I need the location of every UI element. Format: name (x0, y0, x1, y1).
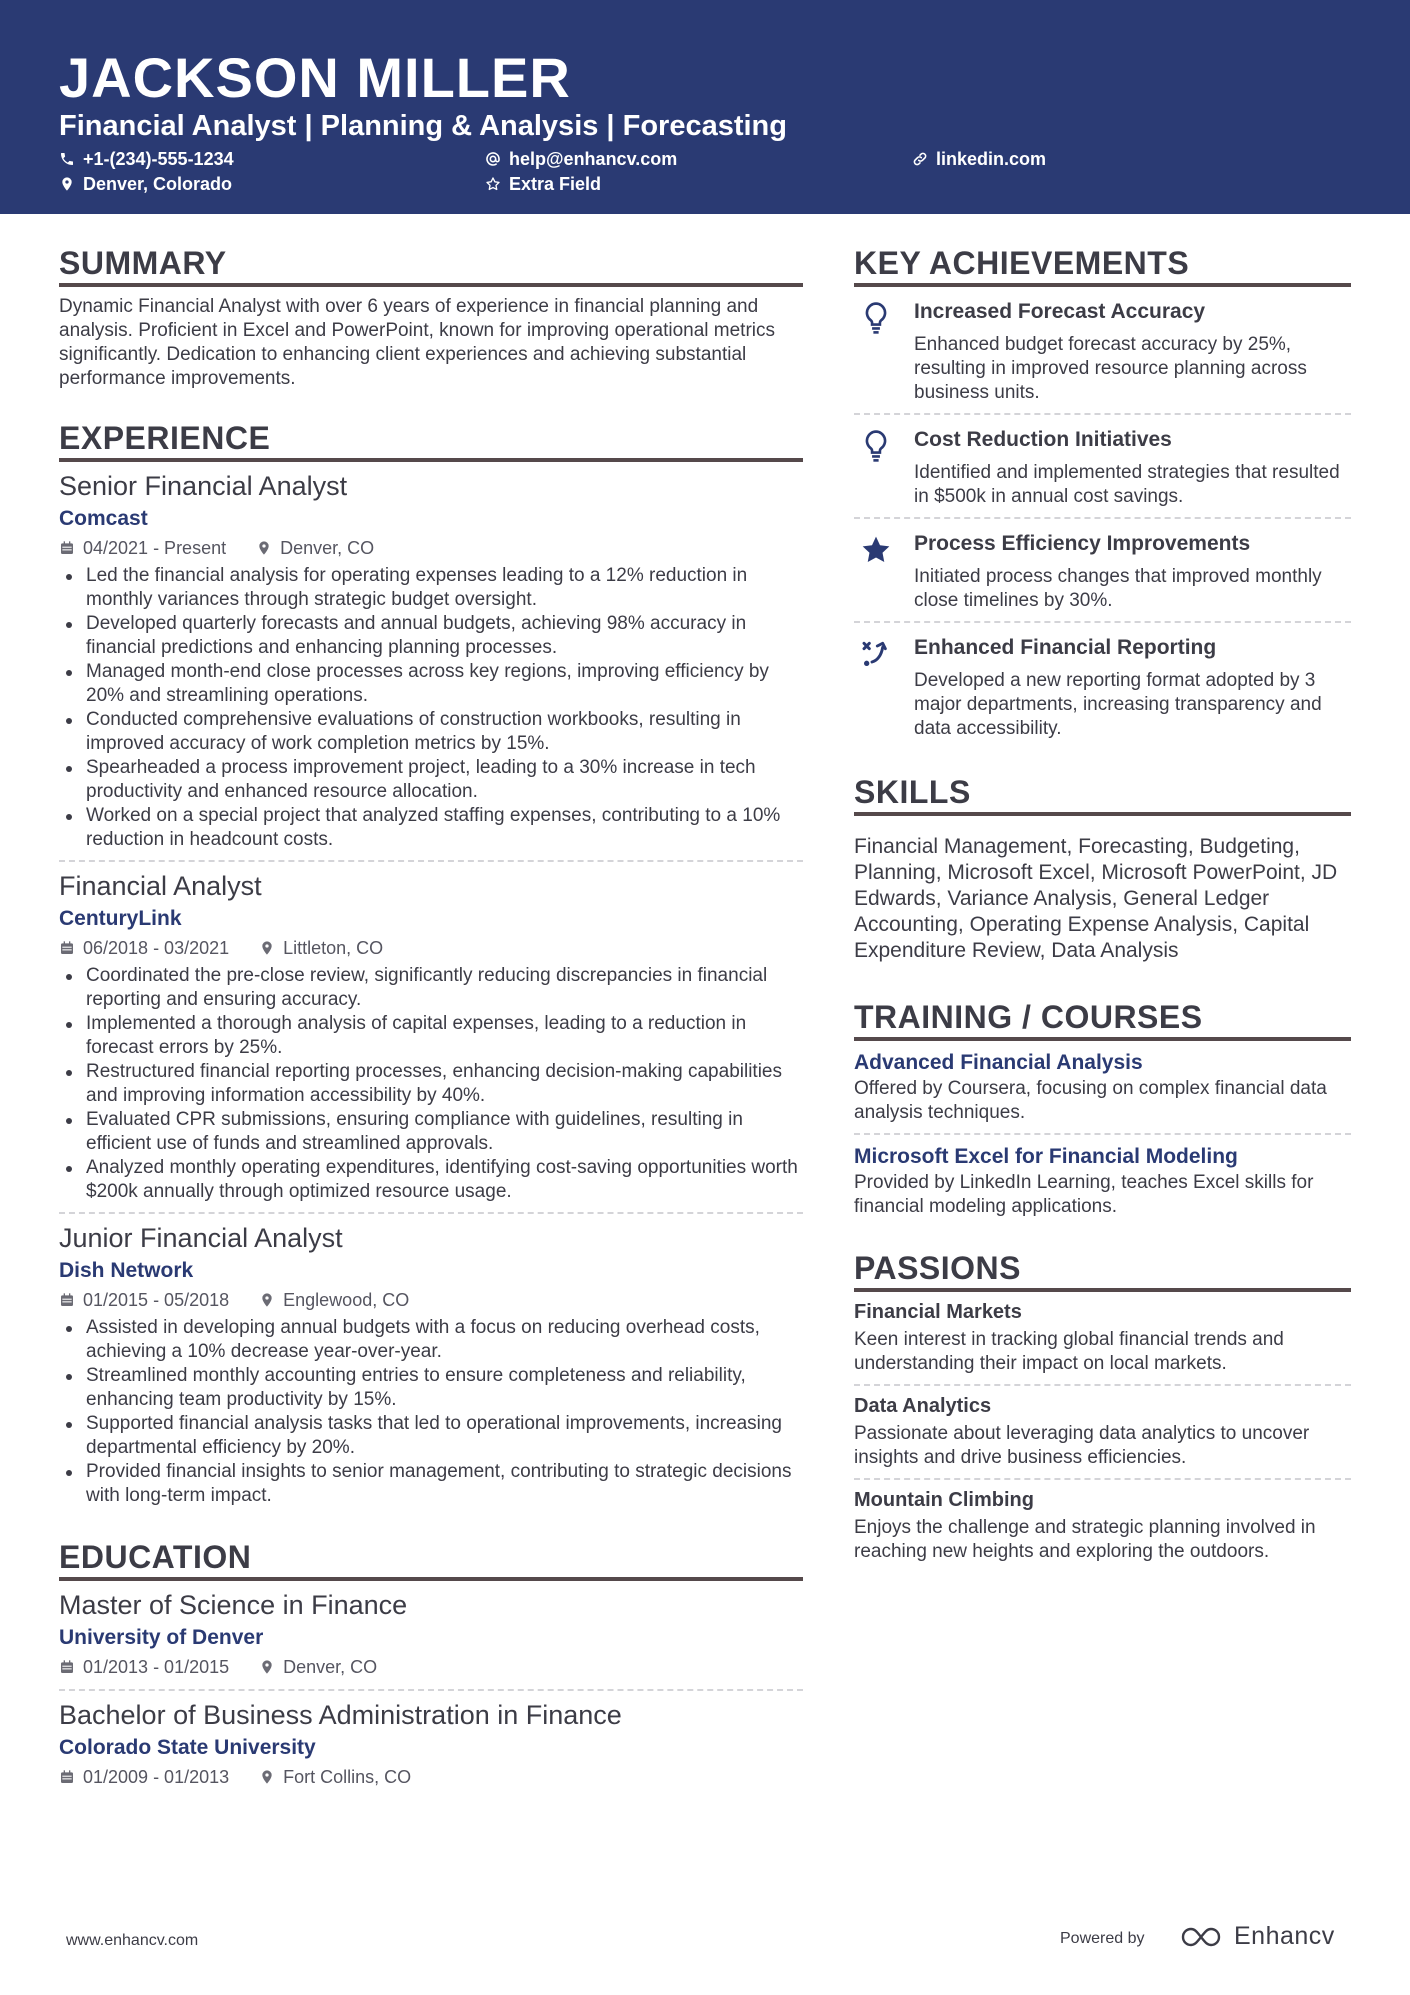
education-entry (59, 1691, 803, 1799)
star-icon (860, 533, 892, 567)
achievement-title: Enhanced Financial Reporting (914, 636, 1217, 659)
location-pin-icon (259, 940, 275, 956)
section-title-experience: EXPERIENCE (59, 419, 803, 462)
achievement-item (854, 415, 1351, 519)
passion-desc: Enjoys the challenge and strategic planning involved in reaching new heights and exploring the outdoors. (854, 1517, 1316, 1562)
phone-icon (59, 151, 75, 167)
section-title-education: EDUCATION (59, 1538, 803, 1581)
bullet-item: Supported financial analysis tasks that led to operational improvements, increasing departmental efficiency by 20%. (59, 1412, 803, 1460)
course-desc: Provided by LinkedIn Learning, teaches Excel skills for financial modeling applications. (854, 1172, 1314, 1217)
course-title: Advanced Financial Analysis (854, 1051, 1143, 1074)
achievements-section (854, 244, 1351, 749)
passion-item (854, 1386, 1351, 1480)
degree-title: Master of Science in Finance (59, 1590, 408, 1620)
job-meta (59, 1286, 803, 1314)
job-meta (59, 934, 803, 962)
job-dates-text: 04/2021 - Present (83, 538, 227, 558)
job-location (259, 934, 383, 962)
school-name: Colorado State University (59, 1736, 316, 1759)
location-pin-icon (259, 1292, 275, 1308)
bullet-item: Provided financial insights to senior management, contributing to strategic decisions with long-term impact. (59, 1460, 803, 1508)
extra-field-text: Extra Field (509, 174, 602, 194)
phone-text: +1-(234)-555-1234 (83, 149, 234, 169)
passion-title: Mountain Climbing (854, 1489, 1034, 1511)
bullet-item: Worked on a special project that analyzed staffing expenses, contributing to a 10% reduction in headcount costs. (59, 804, 803, 852)
contact-location (59, 172, 232, 196)
education-dates (59, 1653, 229, 1681)
training-section (854, 998, 1351, 1227)
achievement-desc: Identified and implemented strategies that resulted in $500k in annual cost savings. (914, 462, 1340, 507)
contact-phone (59, 147, 234, 171)
bullet-item: Coordinated the pre-close review, significantly reducing discrepancies in financial reporting and ensuring accuracy. (59, 964, 803, 1012)
job-bullets (59, 1316, 803, 1508)
experience-section (59, 419, 803, 1516)
job-dates-text: 06/2018 - 03/2021 (83, 938, 230, 958)
bullet-item: Implemented a thorough analysis of capital expenses, leading to a reduction in forecast errors by 25%. (59, 1012, 803, 1060)
strategy-icon (860, 637, 892, 671)
location-pin-icon (256, 540, 272, 556)
link-icon (912, 151, 928, 167)
bullet-item: Spearheaded a process improvement project, leading to a 30% increase in tech productivity and enhanced resource allocation. (59, 756, 803, 804)
education-entry (59, 1581, 803, 1691)
education-dates-text: 01/2009 - 01/2013 (83, 1767, 230, 1787)
education-location-text: Fort Collins, CO (283, 1767, 412, 1787)
location-pin-icon (259, 1659, 275, 1675)
resume-header (0, 0, 1410, 214)
job-bullets (59, 564, 803, 852)
section-title-achievements: KEY ACHIEVEMENTS (854, 244, 1351, 287)
course-title: Microsoft Excel for Financial Modeling (854, 1145, 1238, 1168)
achievement-title: Increased Forecast Accuracy (914, 300, 1206, 323)
summary-section (59, 244, 803, 391)
passion-title: Financial Markets (854, 1301, 1022, 1323)
location-text: Denver, Colorado (83, 174, 233, 194)
contact-linkedin[interactable] (912, 147, 1046, 171)
achievement-desc: Enhanced budget forecast accuracy by 25%, resulting in improved resource planning across business units. (914, 334, 1307, 403)
bullet-item: Conducted comprehensive evaluations of construction workbooks, resulting in improved accuracy of work completion metrics by 15%. (59, 708, 803, 756)
passion-title: Data Analytics (854, 1395, 992, 1417)
calendar-icon (59, 940, 75, 956)
achievement-desc: Initiated process changes that improved monthly close timelines by 30%. (914, 566, 1322, 611)
skills-section (854, 773, 1351, 964)
enhancv-logo-icon (1180, 1924, 1226, 1950)
experience-entry (59, 862, 803, 1214)
passion-item (854, 1292, 1351, 1386)
lightbulb-icon (860, 301, 892, 335)
email-link[interactable]: help@enhancv.com (509, 149, 678, 169)
job-dates (59, 934, 229, 962)
job-location-text: Denver, CO (280, 538, 375, 558)
left-column (59, 244, 803, 1799)
achievement-item (854, 287, 1351, 415)
summary-text: Dynamic Financial Analyst with over 6 years of experience in financial planning and analysis. Proficient in Excel and PowerPoint, known for improving operational metrics significantly. Dedication to enhancing client experiences and achieving substantial performance improvements. (59, 296, 775, 389)
achievement-item (854, 519, 1351, 623)
enhancv-logo-text: Enhancv (1234, 1922, 1335, 1950)
company-name: Comcast (59, 507, 148, 530)
achievement-item (854, 623, 1351, 749)
section-title-passions: PASSIONS (854, 1249, 1351, 1292)
job-title: Junior Financial Analyst (59, 1223, 343, 1253)
job-dates-text: 01/2015 - 05/2018 (83, 1290, 230, 1310)
experience-entry (59, 1214, 803, 1516)
job-location (259, 1286, 409, 1314)
bullet-item: Evaluated CPR submissions, ensuring compliance with guidelines, resulting in efficient use of funds and streamlined approvals. (59, 1108, 803, 1156)
lightbulb-icon (860, 429, 892, 463)
bullet-item: Restructured financial reporting processes, enhancing decision-making capabilities and improving information accessibility by 40%. (59, 1060, 803, 1108)
job-location-text: Littleton, CO (283, 938, 384, 958)
linkedin-link[interactable]: linkedin.com (936, 149, 1047, 169)
job-location (256, 534, 374, 562)
passion-item (854, 1480, 1351, 1572)
section-title-summary: SUMMARY (59, 244, 803, 287)
education-location (259, 1653, 377, 1681)
company-name: Dish Network (59, 1259, 194, 1282)
star-outline-icon (485, 176, 501, 192)
passion-desc: Keen interest in tracking global financial trends and understanding their impact on local markets. (854, 1329, 1284, 1374)
achievement-title: Process Efficiency Improvements (914, 532, 1251, 555)
course-item (854, 1135, 1351, 1227)
enhancv-logo[interactable] (1180, 1922, 1335, 1951)
job-meta (59, 534, 803, 562)
education-meta (59, 1763, 803, 1791)
calendar-icon (59, 1659, 75, 1675)
calendar-icon (59, 1292, 75, 1308)
job-location-text: Englewood, CO (283, 1290, 410, 1310)
calendar-icon (59, 1769, 75, 1785)
bullet-item: Analyzed monthly operating expenditures, identifying cost-saving opportunities worth $200k annually through optimized resource usage. (59, 1156, 803, 1204)
achievement-title: Cost Reduction Initiatives (914, 428, 1172, 451)
education-location-text: Denver, CO (283, 1657, 378, 1677)
education-location (259, 1763, 411, 1791)
skills-text: Financial Management, Forecasting, Budgeting, Planning, Microsoft Excel, Microsoft PowerPoint, JD Edwards, Variance Analysis, General Ledger Accounting, Operating Expense Analysis, Capital Expenditure Review, Data Analysis (854, 835, 1338, 962)
job-bullets (59, 964, 803, 1204)
section-title-training: TRAINING / COURSES (854, 998, 1351, 1041)
bullet-item: Developed quarterly forecasts and annual budgets, achieving 98% accuracy in financial predictions and enhancing planning processes. (59, 612, 803, 660)
company-name: CenturyLink (59, 907, 182, 930)
candidate-headline: Financial Analyst | Planning & Analysis | Forecasting (59, 110, 787, 142)
degree-title: Bachelor of Business Administration in Finance (59, 1700, 622, 1730)
job-title: Financial Analyst (59, 871, 262, 901)
location-pin-icon (259, 1769, 275, 1785)
school-name: University of Denver (59, 1626, 264, 1649)
bullet-item: Managed month-end close processes across key regions, improving efficiency by 20% and streamlining operations. (59, 660, 803, 708)
education-dates (59, 1763, 229, 1791)
candidate-name: JACKSON MILLER (59, 46, 571, 109)
powered-by-label: Powered by (1060, 1930, 1145, 1947)
contact-email[interactable] (485, 147, 677, 171)
location-pin-icon (59, 176, 75, 192)
contact-extra (485, 172, 601, 196)
section-title-skills: SKILLS (854, 773, 1351, 816)
education-section (59, 1538, 803, 1799)
bullet-item: Assisted in developing annual budgets with a focus on reducing overhead costs, achieving a 10% decrease year-over-year. (59, 1316, 803, 1364)
footer-url[interactable]: www.enhancv.com (66, 1932, 199, 1949)
course-item (854, 1041, 1351, 1135)
job-title: Senior Financial Analyst (59, 471, 348, 501)
job-dates (59, 534, 226, 562)
bullet-item: Streamlined monthly accounting entries to ensure completeness and reliability, enhancing team productivity by 15%. (59, 1364, 803, 1412)
at-icon (485, 151, 501, 167)
course-desc: Offered by Coursera, focusing on complex financial data analysis techniques. (854, 1078, 1327, 1123)
education-meta (59, 1653, 803, 1681)
bullet-item: Led the financial analysis for operating expenses leading to a 12% reduction in monthly variances through strategic budget oversight. (59, 564, 803, 612)
education-dates-text: 01/2013 - 01/2015 (83, 1657, 230, 1677)
experience-entry (59, 462, 803, 862)
job-dates (59, 1286, 229, 1314)
passions-section (854, 1249, 1351, 1572)
achievement-desc: Developed a new reporting format adopted by 3 major departments, increasing transparency and data accessibility. (914, 670, 1322, 739)
right-column (854, 244, 1351, 1572)
passion-desc: Passionate about leveraging data analytics to uncover insights and drive business efficiencies. (854, 1423, 1310, 1468)
calendar-icon (59, 540, 75, 556)
